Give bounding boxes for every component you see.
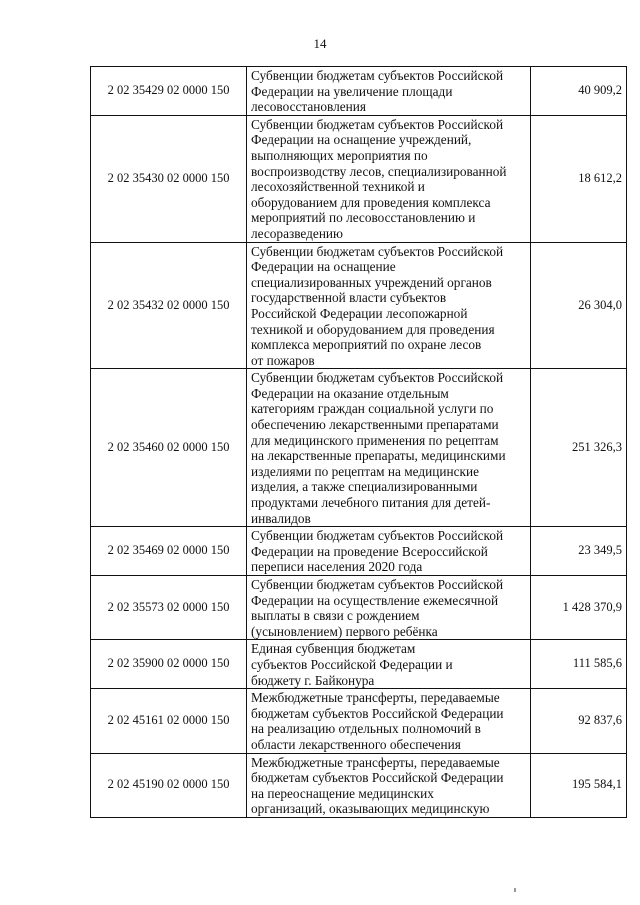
- budget-code-cell: 2 02 35430 02 0000 150: [91, 115, 247, 242]
- table-row: [91, 689, 627, 753]
- description-cell: Единая субвенция бюджетам субъектов Российской Федерации и бюджету г. Байконура: [247, 640, 531, 689]
- budget-code-cell: 2 02 35460 02 0000 150: [91, 369, 247, 527]
- amount-cell: 251 326,3: [531, 369, 627, 527]
- table-body: [91, 67, 627, 818]
- table-row: [91, 242, 627, 369]
- table-row: [91, 527, 627, 576]
- amount-cell: 195 584,1: [531, 753, 627, 817]
- table-row: [91, 67, 627, 116]
- description-cell: Субвенции бюджетам субъектов Российской Федерации на увеличение площади лесовосстановления: [247, 67, 531, 116]
- table-row: [91, 369, 627, 527]
- budget-code-cell: 2 02 45161 02 0000 150: [91, 689, 247, 753]
- amount-cell: 23 349,5: [531, 527, 627, 576]
- amount-cell: 111 585,6: [531, 640, 627, 689]
- description-cell: Субвенции бюджетам субъектов Российской Федерации на оснащение учреждений, выполняющих мероприятия по воспроизводству лесов, специализированной лесохозяйственной техникой и оборудованием для проведения комплекса мероприятий по лесовосстановлению и лесоразведению: [247, 115, 531, 242]
- description-cell: Субвенции бюджетам субъектов Российской Федерации на осуществление ежемесячной выплаты в связи с рождением (усыновлением) первого ребёнка: [247, 576, 531, 640]
- table-row: [91, 576, 627, 640]
- description-cell: Субвенции бюджетам субъектов Российской Федерации на проведение Всероссийской переписи населения 2020 года: [247, 527, 531, 576]
- budget-code-cell: 2 02 35432 02 0000 150: [91, 242, 247, 369]
- description-cell: Межбюджетные трансферты, передаваемые бюджетам субъектов Российской Федерации на реализацию отдельных полномочий в области лекарственного обеспечения: [247, 689, 531, 753]
- amount-cell: 18 612,2: [531, 115, 627, 242]
- amount-cell: 26 304,0: [531, 242, 627, 369]
- budget-code-cell: 2 02 35900 02 0000 150: [91, 640, 247, 689]
- scan-mark: [514, 888, 516, 892]
- budget-code-cell: 2 02 35573 02 0000 150: [91, 576, 247, 640]
- page-number: 14: [313, 36, 327, 51]
- budget-revenue-table: [90, 66, 627, 818]
- description-cell: Субвенции бюджетам субъектов Российской Федерации на оказание отдельным категориям граждан социальной услуги по обеспечению лекарственными препаратами для медицинского применения по рецептам на лекарственные препараты, медицинскими изделиями по рецептам на медицинские изделия, а также специализированными продуктами лечебного питания для детей- инвалидов: [247, 369, 531, 527]
- amount-cell: 40 909,2: [531, 67, 627, 116]
- budget-code-cell: 2 02 35429 02 0000 150: [91, 67, 247, 116]
- amount-cell: 92 837,6: [531, 689, 627, 753]
- table-row: [91, 753, 627, 817]
- table-row: [91, 640, 627, 689]
- budget-code-cell: 2 02 35469 02 0000 150: [91, 527, 247, 576]
- description-cell: Субвенции бюджетам субъектов Российской Федерации на оснащение специализированных учреждений органов государственной власти субъектов Российской Федерации лесопожарной техникой и оборудованием для проведения комплекса мероприятий по охране лесов от пожаров: [247, 242, 531, 369]
- amount-cell: 1 428 370,9: [531, 576, 627, 640]
- description-cell: Межбюджетные трансферты, передаваемые бюджетам субъектов Российской Федерации на переоснащение медицинских организаций, оказывающих медицинскую: [247, 753, 531, 817]
- budget-code-cell: 2 02 45190 02 0000 150: [91, 753, 247, 817]
- table-row: [91, 115, 627, 242]
